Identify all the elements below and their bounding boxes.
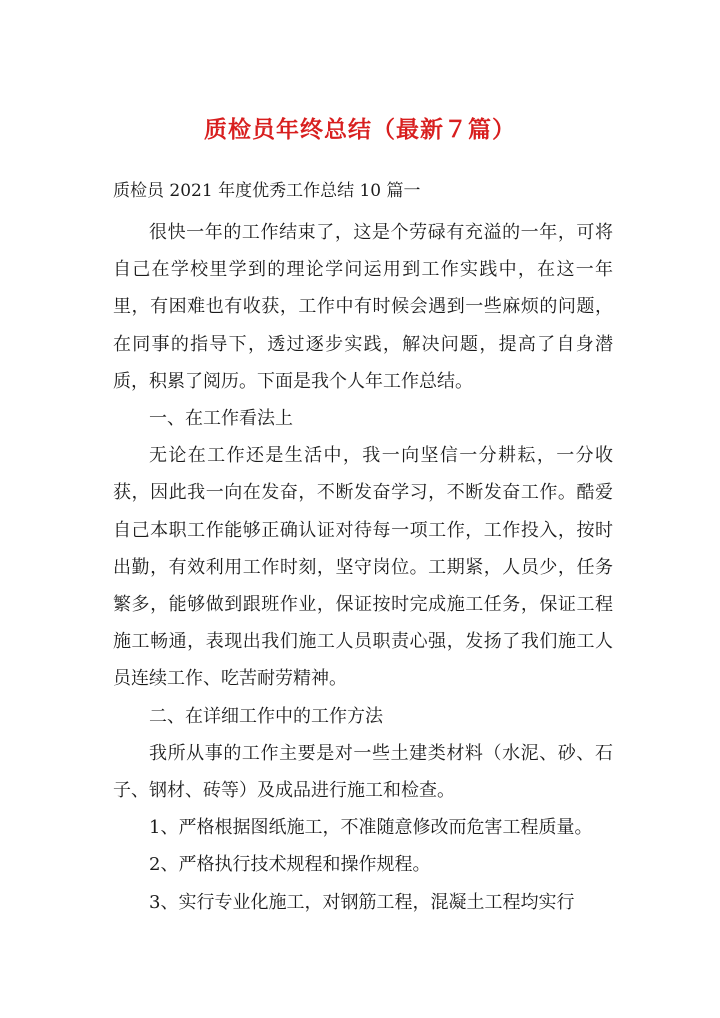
list-item-1: 1、严格根据图纸施工，不准随意修改而危害工程质量。 (149, 817, 593, 839)
list-item-2: 2、严格执行技术规程和操作规程。 (149, 854, 431, 876)
list-item-3: 3、实行专业化施工，对钢筋工程，混凝土工程均实行 (149, 891, 575, 913)
paragraph-attitude: 无论在工作还是生活中，我一向坚信一分耕耘，一分收获，因此我一向在发奋，不断发奋学习，不断发奋工作。酷爱自己本职工作能够正确认证对待每一项工作，工作投入，按时出勤，有效利用工作时刻，坚守岗位。工期紧，人员少，任务繁多，能够做到跟班作业，保证按时完成施工任务，保证工程施工畅通，表现出我们施工人员职责心强，发扬了我们施工人员连续工作、吃苦耐劳精神。 (113, 445, 613, 690)
document-title: 质检员年终总结（最新７篇） (204, 116, 516, 143)
paragraph-intro: 很快一年的工作结束了，这是个劳碌有充溢的一年，可将自己在学校里学到的理论学问运用到工作实践中，在这一年里，有困难也有收获，工作中有时候会遇到一些麻烦的问题，在同事的指导下，透过逐步实践，解决问题，提高了自身潜质，积累了阅历。下面是我个人年工作总结。 (113, 222, 613, 392)
document-body (113, 214, 613, 921)
paragraph-methods: 我所从事的工作主要是对一些土建类材料（水泥、砂、石子、钢材、砖等）及成品进行施工和检查。 (113, 742, 613, 802)
document-subtitle: 质检员 2021 年度优秀工作总结 10 篇一 (113, 181, 421, 201)
section-heading-attitude: 一、在工作看法上 (149, 408, 293, 430)
section-heading-methods: 二、在详细工作中的工作方法 (149, 705, 383, 727)
